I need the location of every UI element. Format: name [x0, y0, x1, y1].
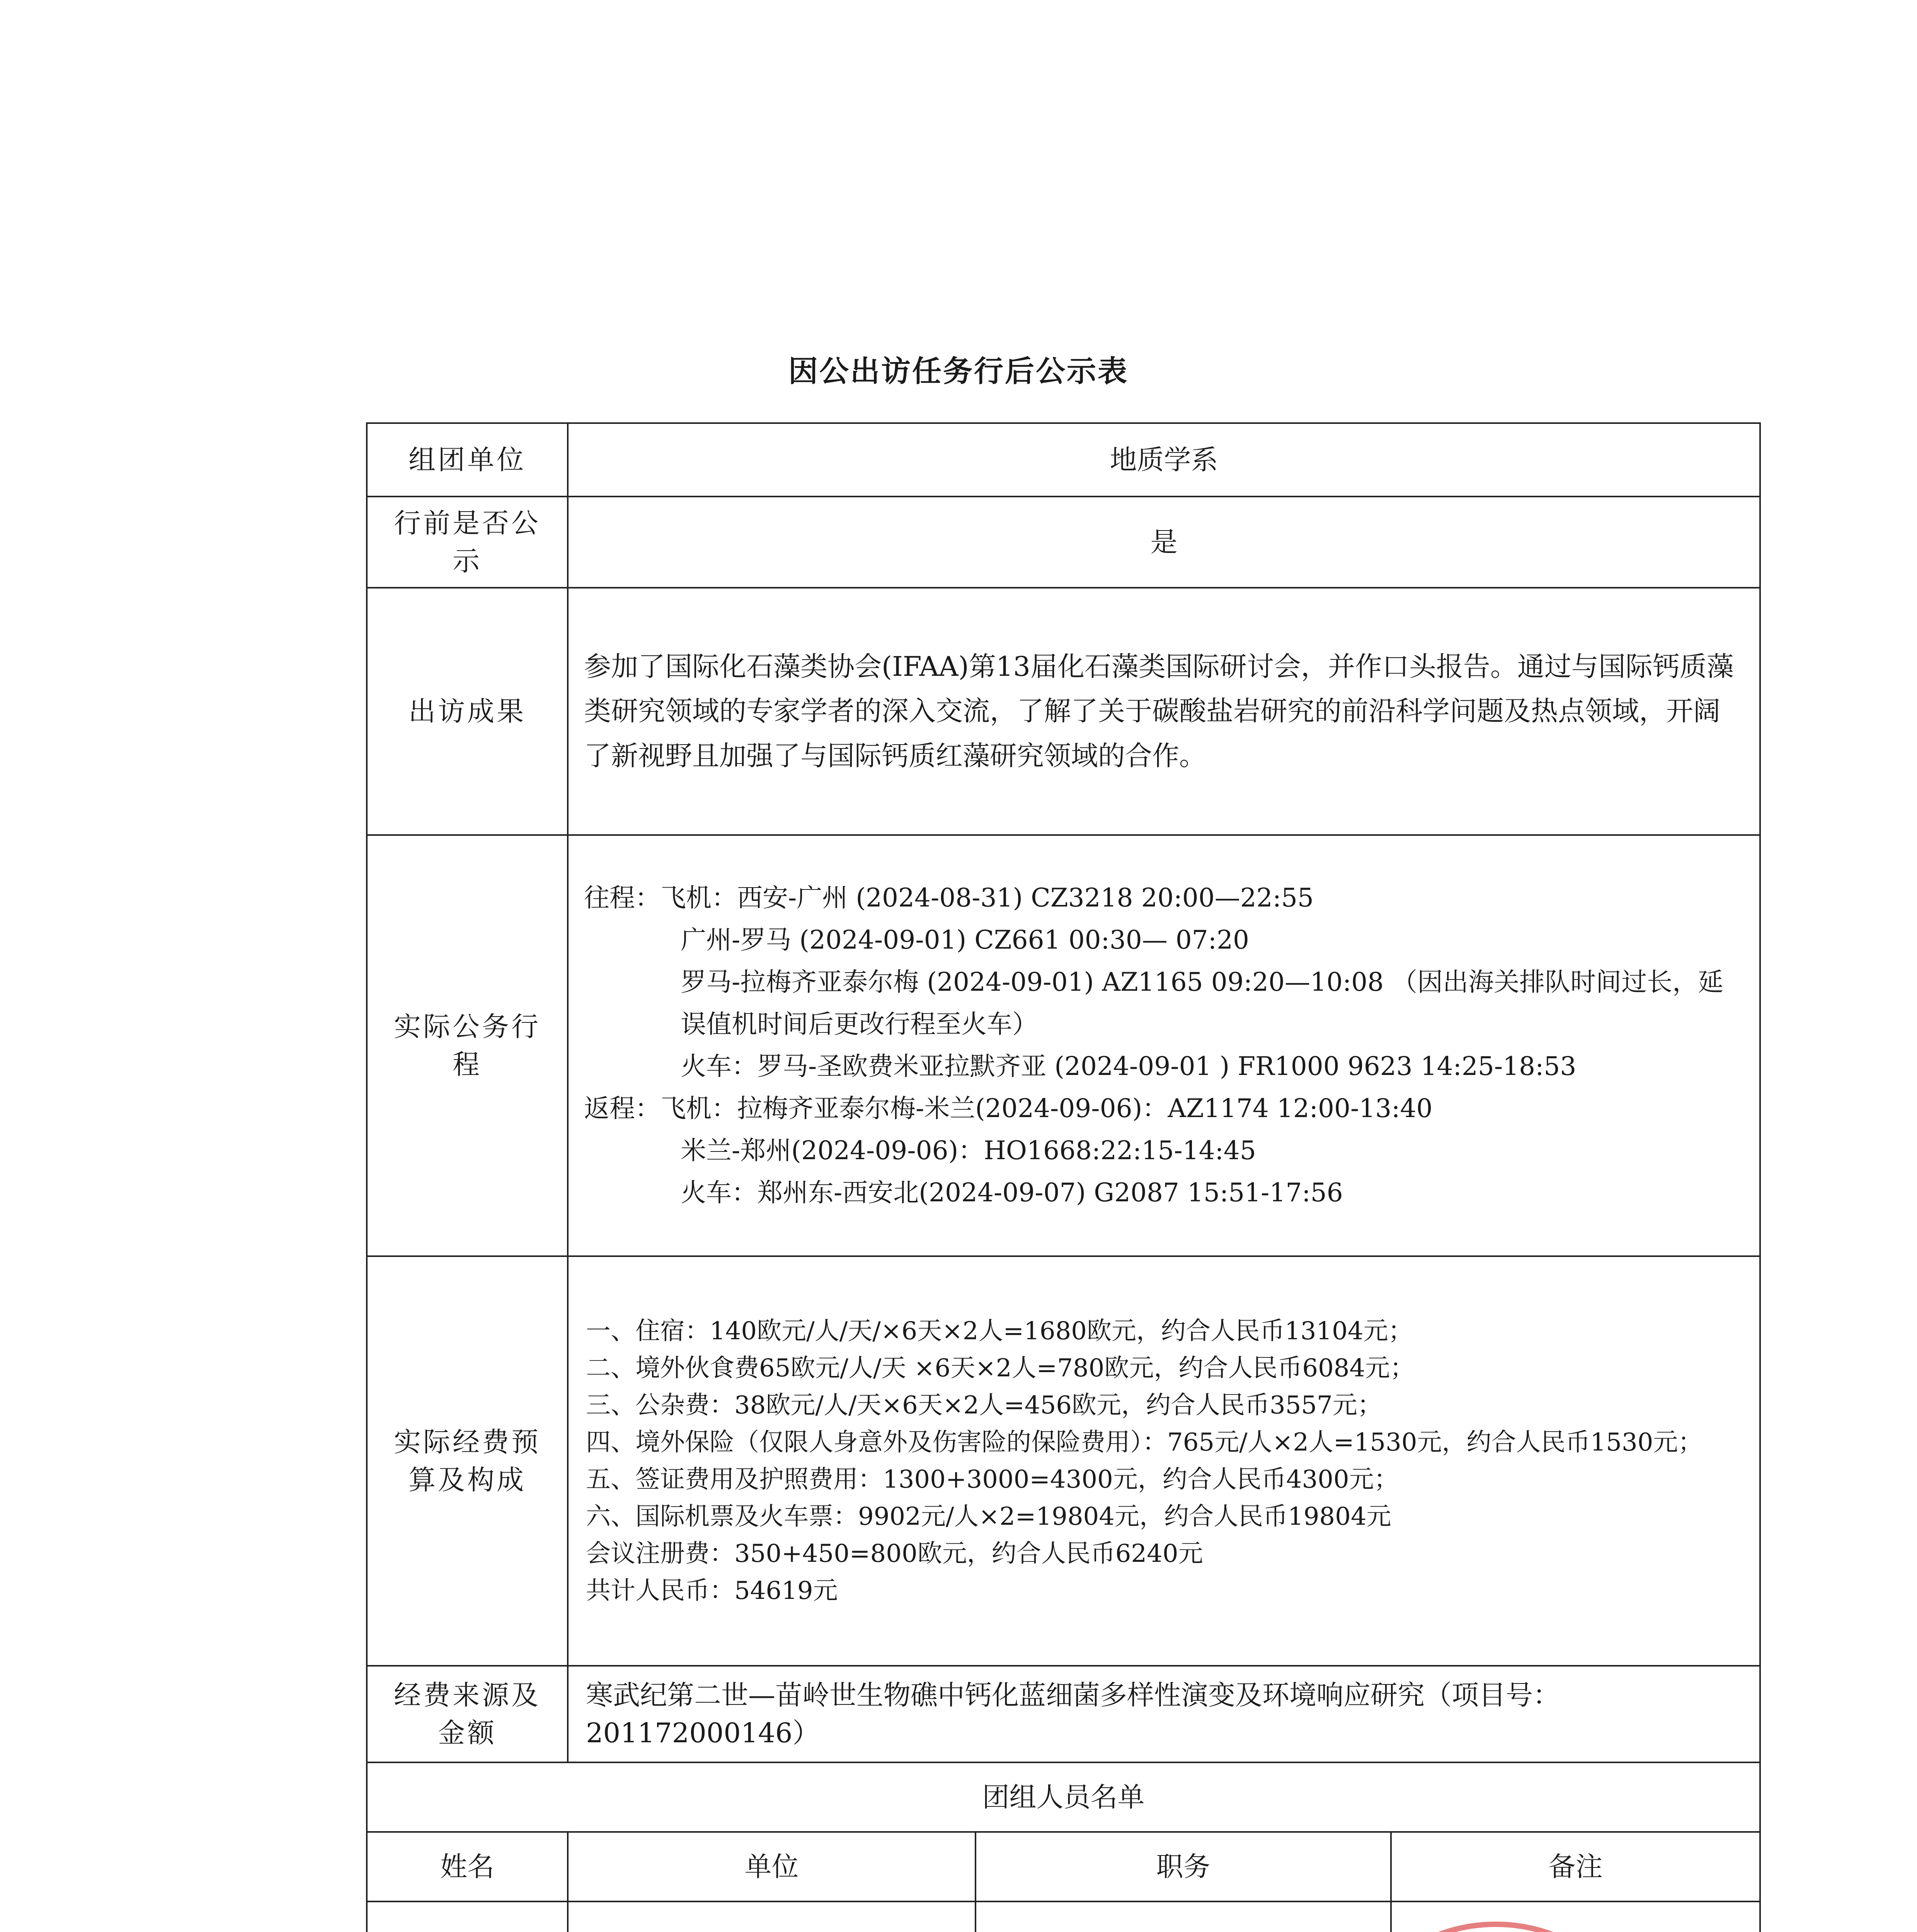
row-pre-publicity — [367, 497, 1760, 588]
budget-line: 二、境外伙食费65欧元/人/天 ×6天×2人=780欧元，约合人民币6084元； — [586, 1354, 1415, 1383]
itinerary-line: 广州-罗马 (2024-09-01) CZ661 00:30— 07:20 — [681, 925, 1249, 955]
document-title: 因公出访任务行后公示表 — [788, 354, 1129, 388]
funding-label: 经费来源及金额 — [367, 1666, 568, 1762]
team-unit-label: 组团单位 — [367, 423, 568, 497]
row-itinerary — [367, 835, 1760, 1256]
member-name — [367, 1901, 568, 1932]
official-seal — [1322, 1913, 1670, 1932]
budget-line: 会议注册费：350+450=800欧元，约合人民币6240元 — [586, 1539, 1203, 1568]
itinerary-line: 罗马-拉梅齐亚泰尔梅 (2024-09-01) AZ1165 09:20—10:08 （因出海关排队时间过长，延误值机时间后更改行程至火车） — [681, 967, 1724, 1039]
budget-line: 五、签证费用及护照费用：1300+3000=4300元，约合人民币4300元； — [586, 1465, 1399, 1494]
roster-header: 单位 — [568, 1832, 976, 1901]
member-unit — [568, 1901, 976, 1932]
roster-header-row — [367, 1832, 1760, 1901]
itinerary-label: 实际公务行程 — [367, 835, 568, 1256]
itinerary-line: 往程：飞机：西安-广州 (2024-08-31) CZ3218 20:00—22:55 — [584, 883, 1314, 913]
publicity-table — [366, 422, 1761, 1932]
budget-line: 一、住宿：140欧元/人/天/×6天×2人=1680欧元，约合人民币13104元； — [586, 1317, 1413, 1345]
team-unit-value: 地质学系 — [568, 423, 1760, 497]
itinerary-line: 火车：郑州东-西安北(2024-09-07) G2087 15:51-17:56 — [681, 1177, 1343, 1208]
pre-publicity-label: 行前是否公示 — [367, 497, 568, 588]
budget-content — [568, 1256, 1760, 1666]
roster-title-row — [367, 1762, 1760, 1832]
roster-header: 职务 — [976, 1832, 1391, 1901]
roster-title: 团组人员名单 — [367, 1762, 1760, 1832]
itinerary-content — [568, 835, 1760, 1256]
budget-label: 实际经费预算及构成 — [367, 1256, 568, 1666]
pre-publicity-value: 是 — [568, 497, 1760, 588]
budget-line: 三、公杂费：38欧元/人/天×6天×2人=456欧元，约合人民币3557元； — [586, 1391, 1382, 1420]
row-results — [367, 588, 1760, 835]
row-budget — [367, 1256, 1760, 1666]
roster-header: 备注 — [1391, 1832, 1760, 1901]
row-team-unit — [367, 423, 1760, 497]
itinerary-line: 米兰-郑州(2024-09-06)：HO1668:22:15-14:45 — [681, 1135, 1256, 1165]
budget-line: 共计人民币：54619元 — [586, 1577, 838, 1605]
itinerary-line: 返程：飞机：拉梅齐亚泰尔梅-米兰(2024-09-06)：AZ1174 12:00-13:40 — [584, 1093, 1433, 1123]
row-funding — [367, 1666, 1760, 1762]
budget-line: 六、国际机票及火车票：9902元/人×2=19804元，约合人民币19804元 — [586, 1502, 1391, 1531]
results-label: 出访成果 — [367, 588, 568, 835]
itinerary-line: 火车：罗马-圣欧费米亚拉默齐亚 (2024-09-01 ) FR1000 9623 14:25-18:53 — [681, 1051, 1577, 1081]
budget-line: 四、境外保险（仅限人身意外及伤害险的保险费用）：765元/人×2人=1530元，约合人民币1530元； — [586, 1428, 1703, 1457]
funding-text: 寒武纪第二世—苗岭世生物礁中钙化蓝细菌多样性演变及环境响应研究（项目号：201172000146） — [568, 1666, 1760, 1762]
roster-header: 姓名 — [367, 1832, 568, 1901]
results-text: 参加了国际化石藻类协会(IFAA)第13届化石藻类国际研讨会，并作口头报告。通过与国际钙质藻类研究领域的专家学者的深入交流，了解了关于碳酸盐岩研究的前沿科学问题及热点领域，开阔了新视野且加强了与国际钙质红藻研究领域的合作。 — [568, 588, 1760, 835]
